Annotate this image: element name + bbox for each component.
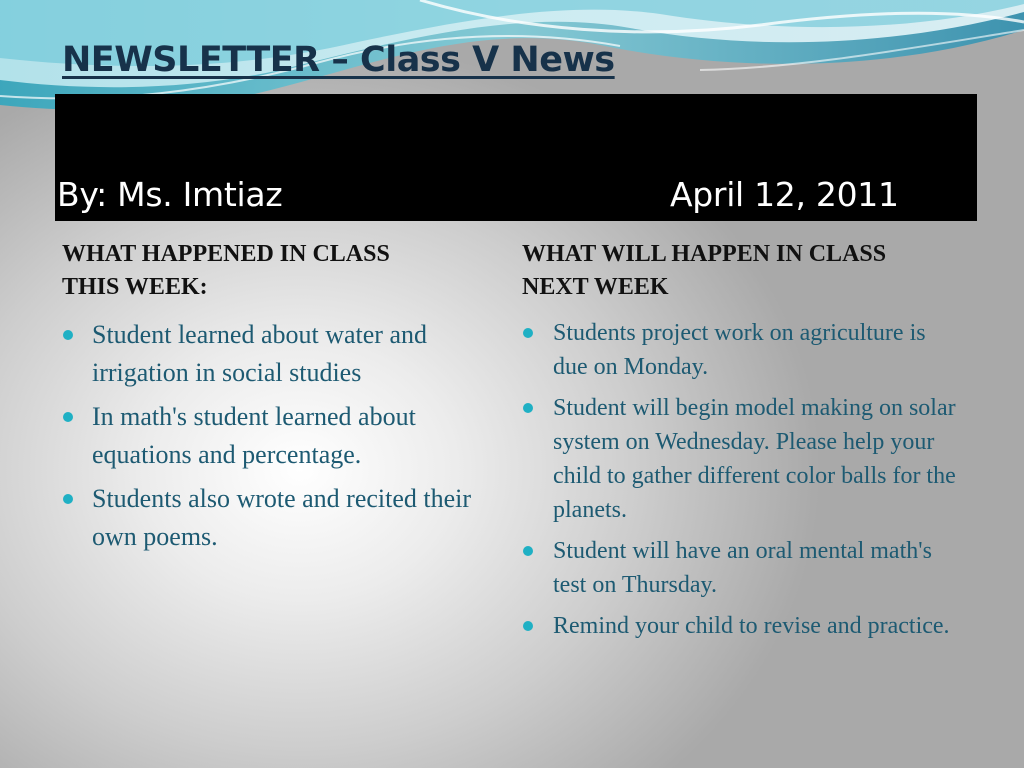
- list-item: [62, 398, 482, 474]
- bullet-icon: [523, 621, 533, 631]
- this-week-heading: [62, 238, 482, 304]
- list-item: [522, 391, 962, 527]
- list-item: [62, 316, 482, 392]
- bullet-icon: [63, 412, 73, 422]
- list-item: [522, 609, 962, 643]
- date-text: April 12, 2011: [670, 175, 899, 214]
- bullet-icon: [523, 328, 533, 338]
- next-week-column: [522, 238, 962, 650]
- this-week-list: [62, 316, 482, 556]
- bullet-icon: [63, 330, 73, 340]
- bullet-icon: [63, 494, 73, 504]
- list-item: [62, 480, 482, 556]
- next-week-heading-line1: WHAT WILL HAPPEN IN CLASS: [522, 241, 887, 267]
- bullet-icon: [523, 546, 533, 556]
- list-item-text: Students project work on agriculture is due on Monday.: [553, 320, 926, 380]
- list-item-text: Student will begin model making on solar system on Wednesday. Please help your child to gather different color balls for the planets.: [553, 395, 956, 523]
- list-item-text: Student will have an oral mental math's test on Thursday.: [553, 538, 932, 598]
- this-week-column: [62, 238, 482, 562]
- next-week-heading: [522, 238, 962, 304]
- this-week-heading-line1: WHAT HAPPENED IN CLASS: [62, 241, 390, 267]
- bullet-icon: [523, 403, 533, 413]
- page-title: NEWSLETTER – Class V News: [62, 40, 615, 80]
- list-item-text: Students also wrote and recited their own poems.: [92, 484, 472, 551]
- list-item-text: Student learned about water and irrigation in social studies: [92, 320, 427, 387]
- next-week-heading-line2: NEXT WEEK: [522, 274, 669, 300]
- this-week-heading-line2: THIS WEEK:: [62, 274, 208, 300]
- list-item-text: Remind your child to revise and practice.: [553, 613, 950, 639]
- next-week-list: [522, 316, 962, 643]
- author-text: By: Ms. Imtiaz: [57, 175, 283, 214]
- list-item: [522, 316, 962, 384]
- list-item-text: In math's student learned about equations and percentage.: [92, 402, 416, 469]
- list-item: [522, 534, 962, 602]
